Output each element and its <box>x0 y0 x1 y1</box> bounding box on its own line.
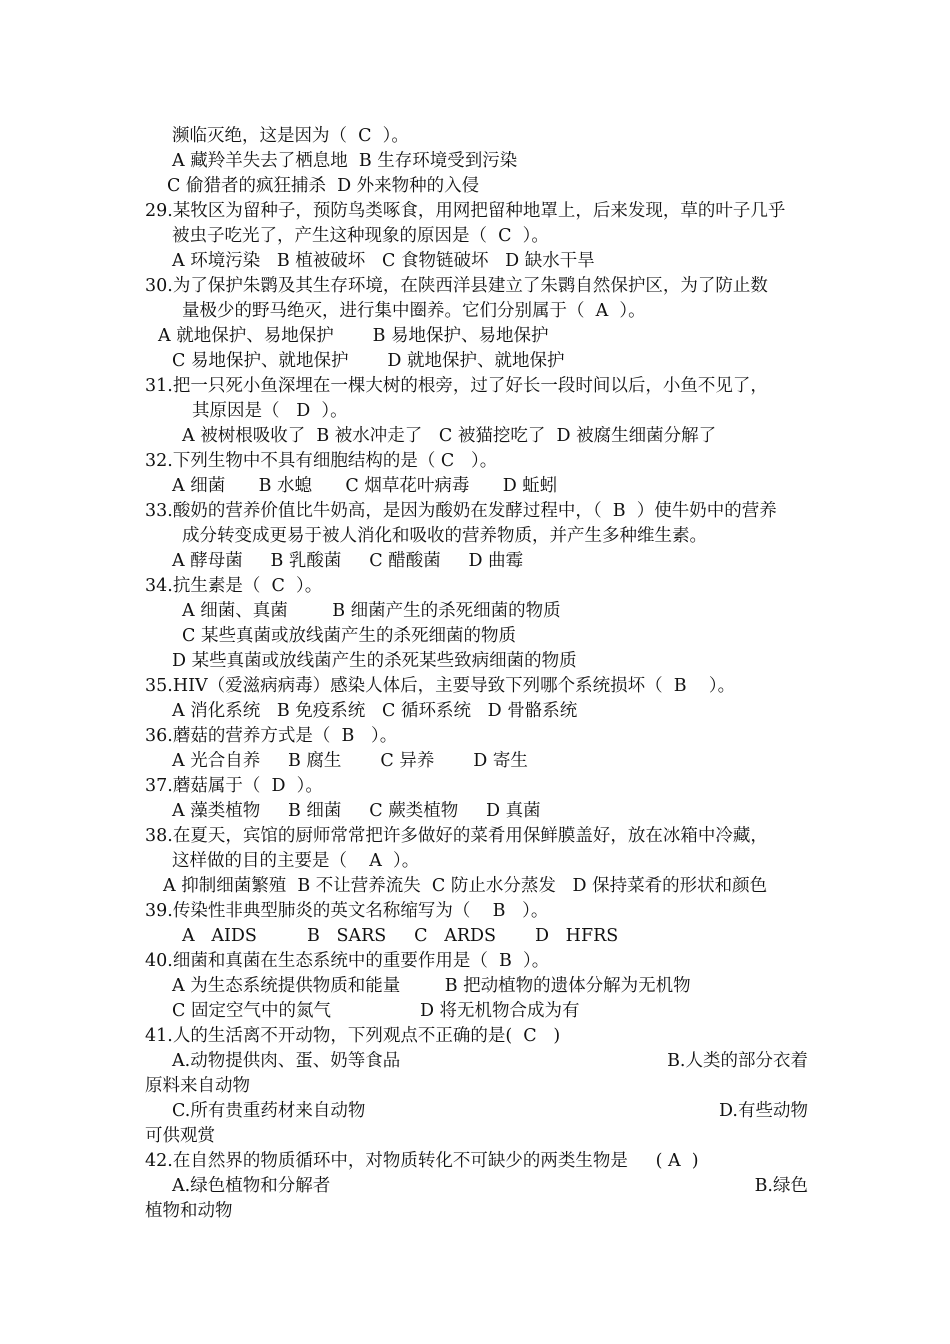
q40-stem: 40.细菌和真菌在生态系统中的重要作用是（ B ）。 <box>145 951 550 971</box>
q38-stem-continued: 这样做的目的主要是（ A ）。 <box>172 851 420 871</box>
q30-stem: 30.为了保护朱鹮及其生存环境，在陕西洋县建立了朱鹮自然保护区，为了防止数 <box>145 276 768 296</box>
q28-options-cd: C 偷猎者的疯狂捕杀 D 外来物种的入侵 <box>167 176 480 196</box>
q41-option-c: C.所有贵重药材来自动物 <box>172 1101 366 1121</box>
q41-option-b-continued: 原料来自动物 <box>145 1076 250 1096</box>
q41-stem: 41.人的生活离不开动物，下列观点不正确的是( C ) <box>145 1026 561 1046</box>
q35-options: A 消化系统 B 免疫系统 C 循环系统 D 骨骼系统 <box>172 701 578 721</box>
q39-stem: 39.传染性非典型肺炎的英文名称缩写为（ B ）。 <box>145 901 549 921</box>
q38-options: A 抑制细菌繁殖 B 不让营养流失 C 防止水分蒸发 D 保持菜肴的形状和颜色 <box>163 876 768 896</box>
q28-options-ab: A 藏羚羊失去了栖息地 B 生存环境受到污染 <box>172 151 518 171</box>
q32-options: A 细菌 B 水螅 C 烟草花叶病毒 D 蚯蚓 <box>172 476 558 496</box>
q41-option-a: A.动物提供肉、蛋、奶等食品 <box>172 1051 401 1071</box>
q42-option-b: B.绿色 <box>754 1176 808 1196</box>
q42-stem: 42.在自然界的物质循环中，对物质转化不可缺少的两类生物是 ( A ) <box>145 1151 699 1171</box>
q36-options: A 光合自养 B 腐生 C 异养 D 寄生 <box>172 751 528 771</box>
q31-options: A 被树根吸收了 B 被水冲走了 C 被猫挖吃了 D 被腐生细菌分解了 <box>182 426 717 446</box>
q33-stem: 33.酸奶的营养价值比牛奶高，是因为酸奶在发酵过程中，（ B ）使牛奶中的营养 <box>145 501 777 521</box>
q34-options-ab: A 细菌、真菌 B 细菌产生的杀死细菌的物质 <box>182 601 561 621</box>
q32-stem: 32.下列生物中不具有细胞结构的是（ C ）。 <box>145 451 498 471</box>
q31-stem-continued: 其原因是（ D ）。 <box>192 401 348 421</box>
q30-stem-continued: 量极少的野马绝灭，进行集中圈养。它们分别属于（ A ）。 <box>182 301 646 321</box>
q33-options: A 酵母菌 B 乳酸菌 C 醋酸菌 D 曲霉 <box>172 551 524 571</box>
q42-options-ab <box>172 1174 808 1198</box>
q41-option-d: D.有些动物 <box>719 1101 808 1121</box>
q28-stem-continued: 濒临灭绝，这是因为（ C ）。 <box>172 126 409 146</box>
q31-stem: 31.把一只死小鱼深埋在一棵大树的根旁，过了好长一段时间以后，小鱼不见了， <box>145 376 768 396</box>
q41-option-d-continued: 可供观赏 <box>145 1126 215 1146</box>
q29-stem-continued: 被虫子吃光了，产生这种现象的原因是（ C ）。 <box>172 226 549 246</box>
q40-options-cd: C 固定空气中的氮气 D 将无机物合成为有 <box>172 1001 580 1021</box>
q40-options-ab: A 为生态系统提供物质和能量 B 把动植物的遗体分解为无机物 <box>172 976 691 996</box>
q34-option-d: D 某些真菌或放线菌产生的杀死某些致病细菌的物质 <box>172 651 577 671</box>
q30-options-ab: A 就地保护、易地保护 B 易地保护、易地保护 <box>158 326 549 346</box>
q33-stem-continued: 成分转变成更易于被人消化和吸收的营养物质，并产生多种维生素。 <box>182 526 707 546</box>
q37-stem: 37.蘑菇属于（ D ）。 <box>145 776 323 796</box>
q41-options-ab <box>172 1049 808 1073</box>
q37-options: A 藻类植物 B 细菌 C 蕨类植物 D 真菌 <box>172 801 541 821</box>
q41-options-cd <box>172 1099 808 1123</box>
q29-stem: 29.某牧区为留种子，预防鸟类啄食，用网把留种地罩上，后来发现，草的叶子几乎 <box>145 201 786 221</box>
q34-option-c: C 某些真菌或放线菌产生的杀死细菌的物质 <box>182 626 516 646</box>
q30-options-cd: C 易地保护、就地保护 D 就地保护、就地保护 <box>172 351 565 371</box>
q42-option-b-continued: 植物和动物 <box>145 1201 233 1221</box>
q34-stem: 34.抗生素是（ C ）。 <box>145 576 323 596</box>
q38-stem: 38.在夏天，宾馆的厨师常常把许多做好的菜肴用保鲜膜盖好，放在冰箱中冷藏， <box>145 826 768 846</box>
q29-options: A 环境污染 B 植被破坏 C 食物链破坏 D 缺水干旱 <box>172 251 595 271</box>
q39-options: A AIDS B SARS C ARDS D HFRS <box>182 926 619 946</box>
q42-option-a: A.绿色植物和分解者 <box>172 1176 331 1196</box>
q41-option-b: B.人类的部分衣着 <box>667 1051 808 1071</box>
q36-stem: 36.蘑菇的营养方式是（ B ）。 <box>145 726 398 746</box>
q35-stem: 35.HIV（爱滋病病毒）感染人体后，主要导致下列哪个系统损坏（ B ）。 <box>145 676 736 696</box>
